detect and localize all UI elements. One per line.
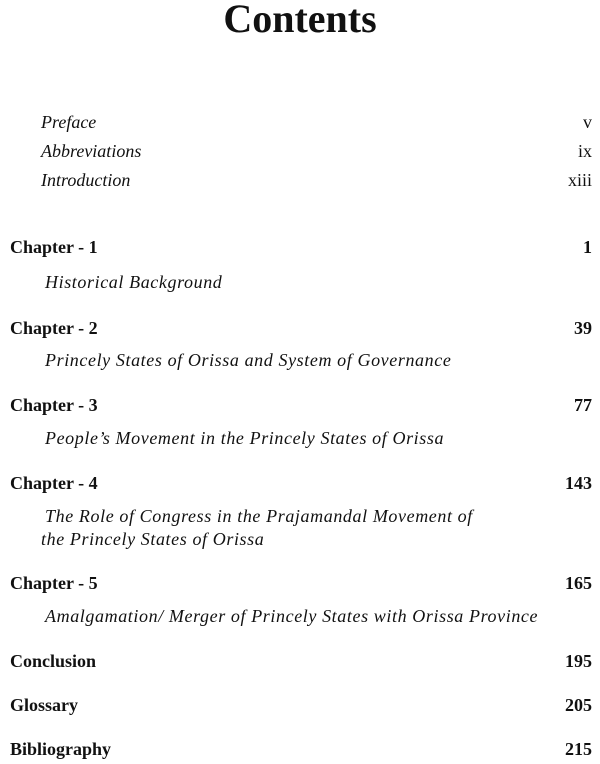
toc-chapter-5-title: Amalgamation/ Merger of Princely States with Orissa Province <box>45 606 539 626</box>
toc-page-chapter-1: 1 <box>583 237 592 257</box>
toc-chapter-5: Chapter - 5 <box>10 573 98 593</box>
toc-page-introduction: xiii <box>567 170 592 190</box>
toc-page-chapter-5: 165 <box>565 573 592 593</box>
toc-entry-introduction: Introduction <box>41 170 131 190</box>
toc-page-abbreviations: ix <box>577 141 592 161</box>
toc-chapter-3-title: People’s Movement in the Princely States of Orissa <box>45 428 445 448</box>
toc-chapter-1: Chapter - 1 <box>10 237 98 257</box>
toc-chapter-4: Chapter - 4 <box>10 473 98 493</box>
page-title: Contents <box>223 0 377 41</box>
toc-chapter-4-title-line-1: The Role of Congress in the Prajamandal Movement of <box>45 506 473 526</box>
toc-glossary: Glossary <box>10 695 79 715</box>
toc-page-glossary: 205 <box>565 695 592 715</box>
toc-chapter-1-title: Historical Background <box>45 272 223 292</box>
toc-chapter-2-title: Princely States of Orissa and System of Governance <box>45 350 452 370</box>
toc-page-conclusion: 195 <box>565 651 592 671</box>
toc-page-bibliography: 215 <box>565 739 592 759</box>
toc-page-chapter-2: 39 <box>574 318 592 338</box>
toc-chapter-4-title-line-2: the Princely States of Orissa <box>41 529 265 549</box>
toc-page-chapter-4: 143 <box>565 473 592 493</box>
toc-chapter-2: Chapter - 2 <box>10 318 98 338</box>
toc-entry-preface: Preface <box>41 112 97 132</box>
toc-entry-abbreviations: Abbreviations <box>41 141 142 161</box>
toc-page-chapter-3: 77 <box>574 395 592 415</box>
toc-bibliography: Bibliography <box>10 739 112 759</box>
toc-page-preface: v <box>583 112 592 132</box>
toc-chapter-3: Chapter - 3 <box>10 395 98 415</box>
toc-conclusion: Conclusion <box>10 651 97 671</box>
